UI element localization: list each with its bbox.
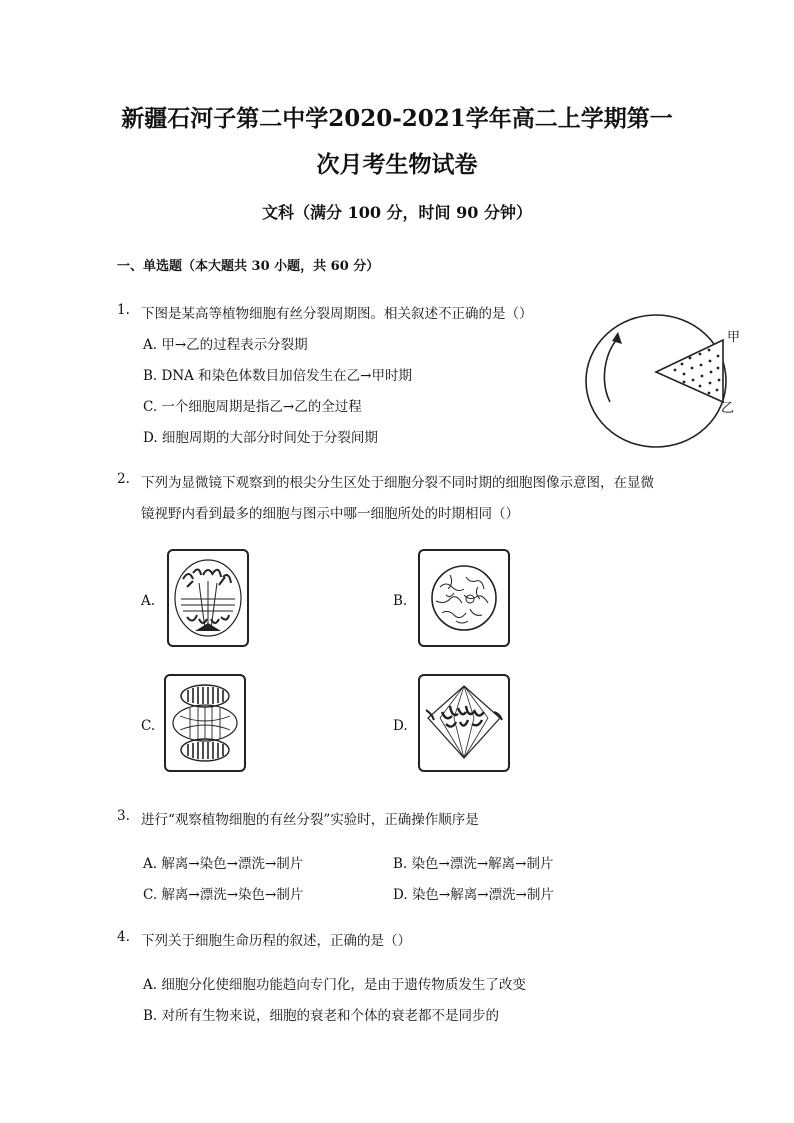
section-heading: 一、单选题（本大题共 30 小题，共 60 分） <box>117 259 380 274</box>
option-c: C. 解离→漂洗→染色→制片 <box>143 887 304 903</box>
option-a: A. 解离→染色→漂洗→制片 <box>143 856 304 872</box>
anaphase-cell-drawing <box>169 551 247 645</box>
option-d: D. 染色→解离→漂洗→制片 <box>393 887 554 903</box>
exam-subtitle: 文科（满分 100 分，时间 90 分钟） <box>262 203 532 222</box>
title-line-1: 新疆石河子第二中学2020-2021学年高二上学期第一 <box>121 105 673 132</box>
question-number: 2. <box>117 471 130 487</box>
option-b: B. DNA 和染色体数目加倍发生在乙→甲时期 <box>143 368 412 384</box>
cell-image-b <box>418 549 510 647</box>
question-number: 1. <box>117 302 130 318</box>
interphase-cell-drawing <box>420 551 508 645</box>
question-stem-line-1: 下列为显微镜下观察到的根尖分生区处于细胞分裂不同时期的细胞图像示意图，在显微 <box>141 475 654 491</box>
question-stem: 下列关于细胞生命历程的叙述，正确的是（） <box>141 933 411 949</box>
telophase-cell-drawing <box>166 676 244 770</box>
option-b-label: B. <box>393 593 408 609</box>
metaphase-cell-drawing <box>420 676 508 770</box>
option-a: A. 细胞分化使细胞功能趋向专门化，是由于遗传物质发生了改变 <box>143 977 526 993</box>
cell-image-c <box>164 674 246 772</box>
option-b: B. 对所有生物来说，细胞的衰老和个体的衰老都不是同步的 <box>143 1008 500 1024</box>
title-line-2: 次月考生物试卷 <box>316 151 478 178</box>
cell-image-a <box>167 549 249 647</box>
option-a-label: A. <box>141 593 156 609</box>
option-c-label: C. <box>141 718 156 734</box>
document-title <box>80 96 714 188</box>
label-yi: 乙 <box>721 401 735 416</box>
question-stem: 下图是某高等植物细胞有丝分裂周期图。相关叙述不正确的是（） <box>141 306 533 322</box>
option-a: A. 甲→乙的过程表示分裂期 <box>143 337 308 353</box>
option-b: B. 染色→漂洗→解离→制片 <box>393 856 554 872</box>
cell-cycle-diagram <box>580 310 746 456</box>
cell-image-d <box>418 674 510 772</box>
question-stem-line-2: 镜视野内看到最多的细胞与图示中哪一细胞所处的时期相同（） <box>141 506 519 522</box>
question-number: 3. <box>117 808 130 824</box>
option-c: C. 一个细胞周期是指乙→乙的全过程 <box>143 399 362 415</box>
option-d: D. 细胞周期的大部分时间处于分裂间期 <box>143 430 378 446</box>
option-d-label: D. <box>393 718 408 734</box>
question-number: 4. <box>117 929 130 945</box>
label-jia: 甲 <box>727 330 741 345</box>
question-stem: 进行“观察植物细胞的有丝分裂”实验时，正确操作顺序是 <box>141 812 479 828</box>
